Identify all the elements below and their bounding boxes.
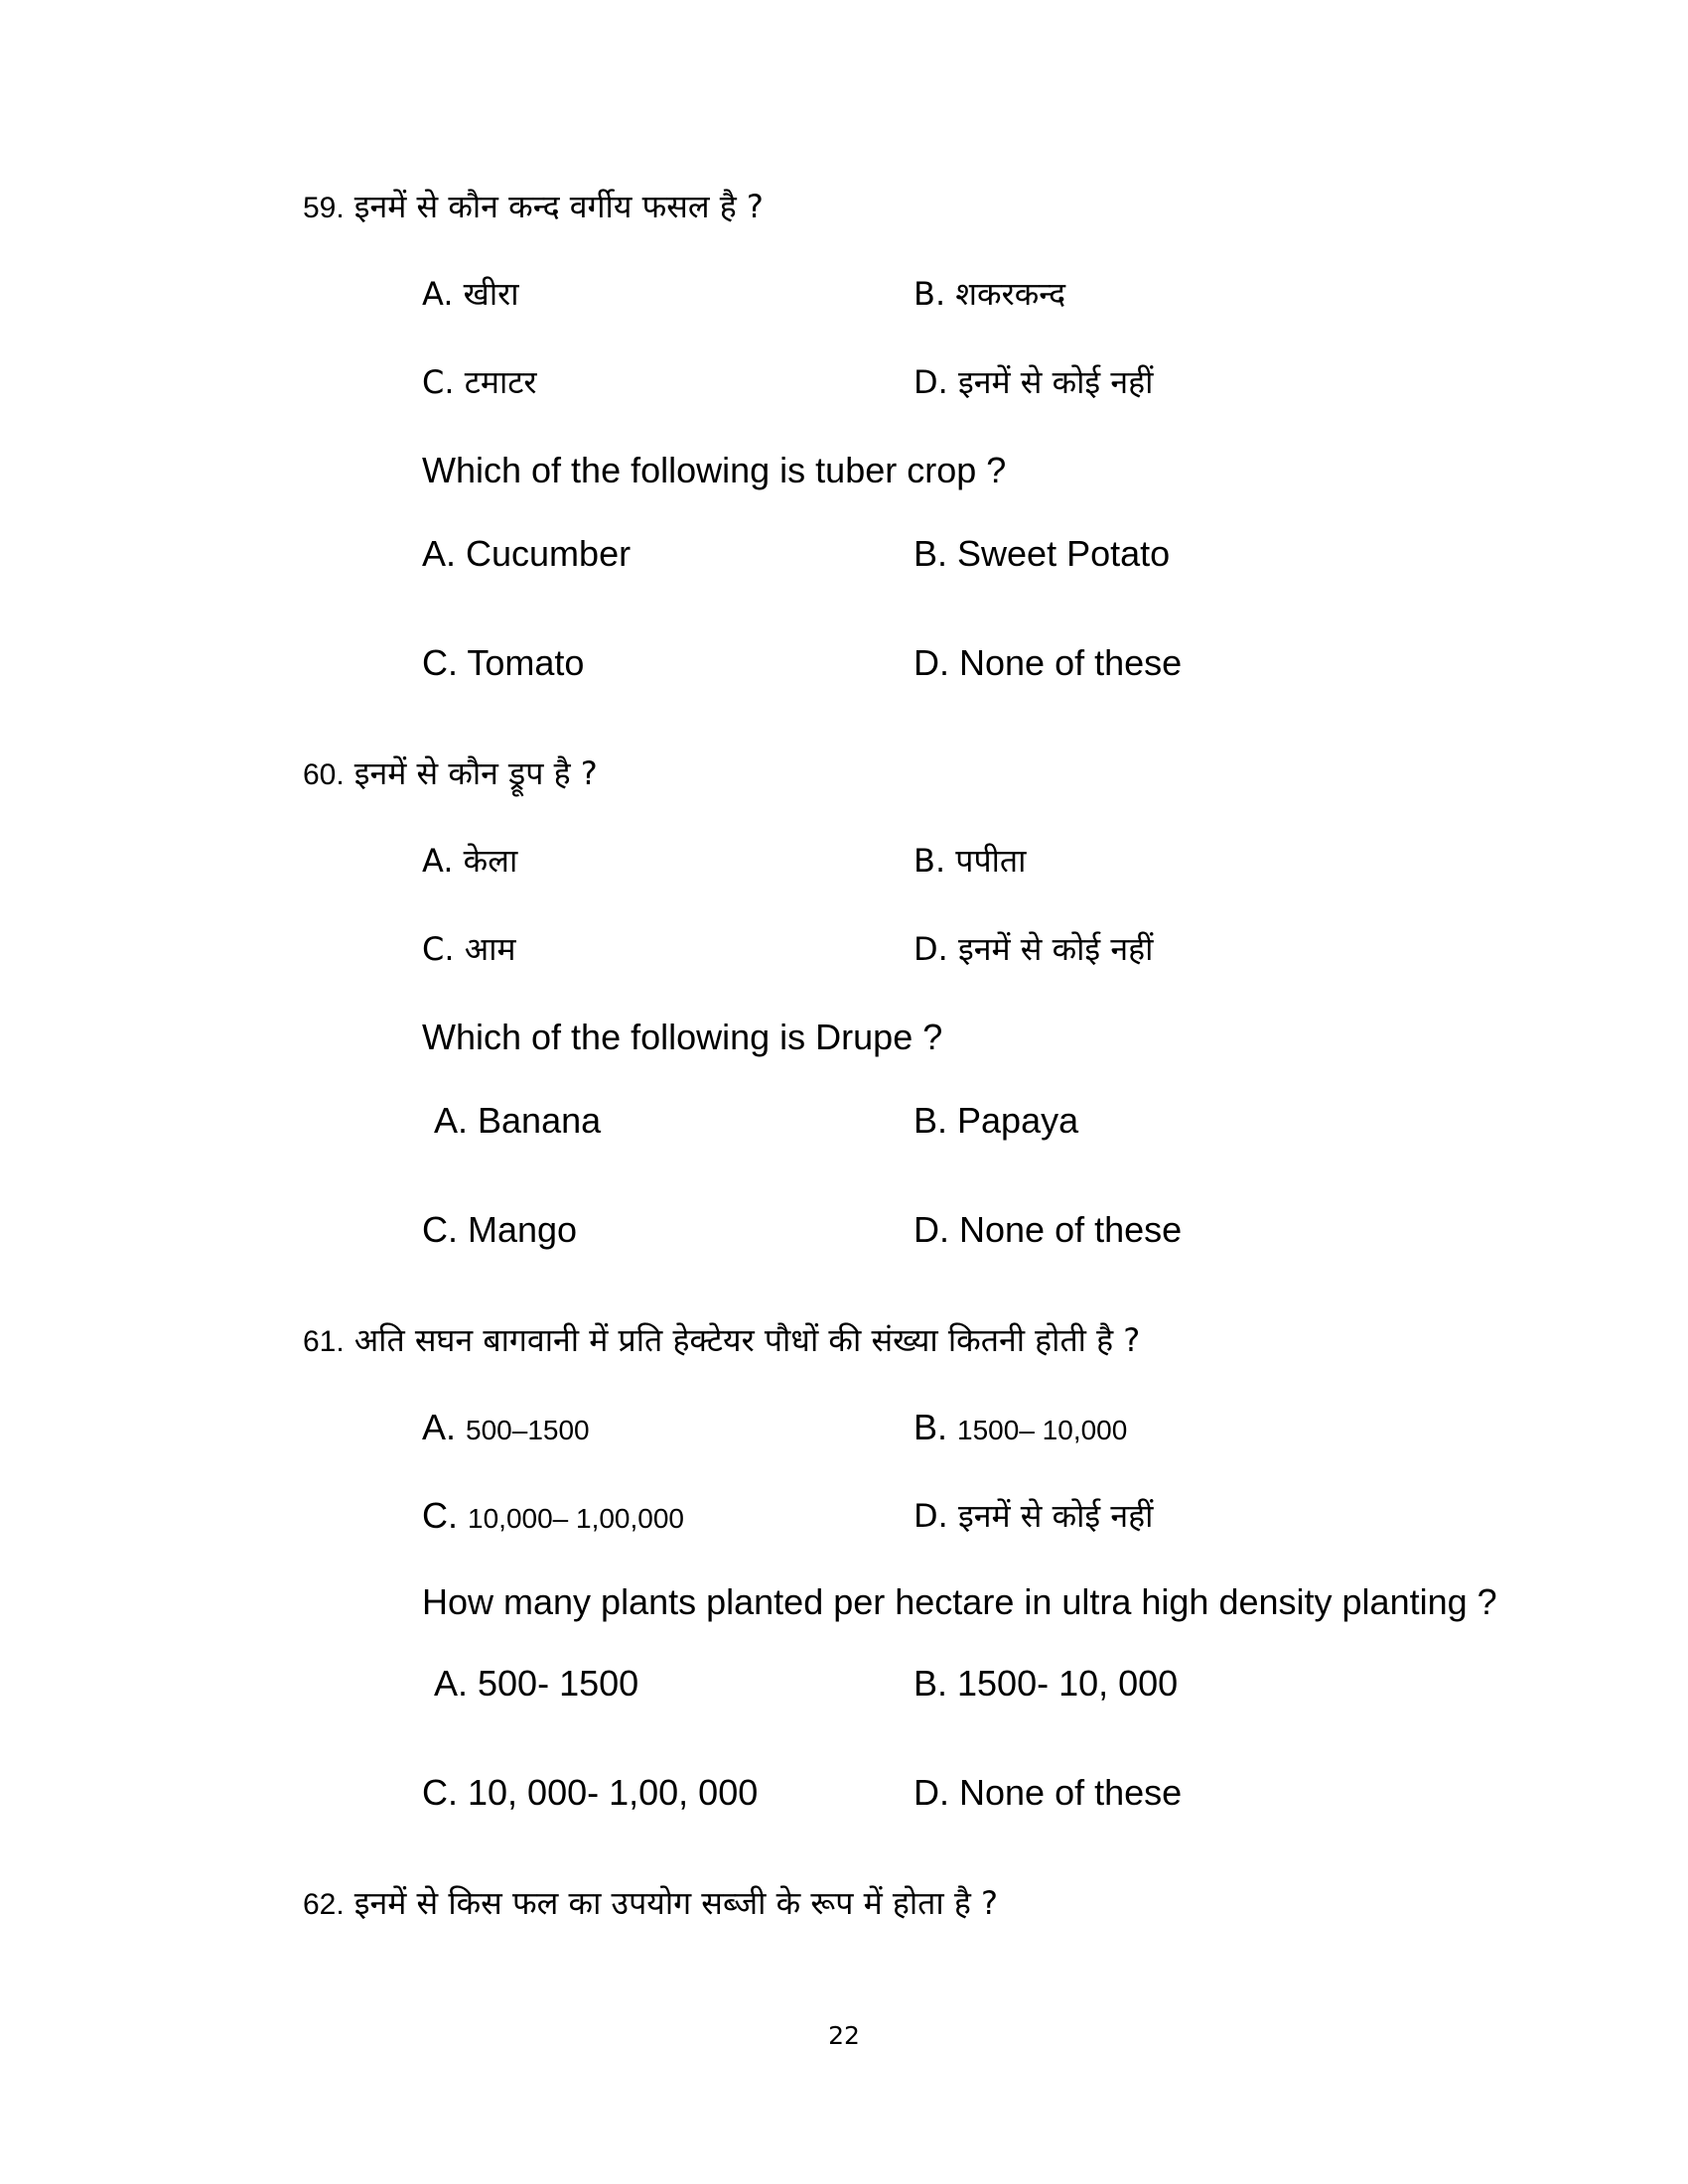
q60-english-option-c: C. Mango	[422, 1209, 578, 1250]
question-59-hindi	[303, 184, 764, 230]
option-letter: C.	[422, 1495, 458, 1536]
q61-hindi-option-d: D. इनमें से कोई नहीं	[914, 1497, 1154, 1535]
question-text: इनमें से कौन ड्रूप है ?	[353, 754, 598, 792]
page-number: 22	[828, 2021, 860, 2050]
option-value: 10,000– 1,00,000	[468, 1503, 684, 1534]
option-value: 500–1500	[466, 1415, 590, 1445]
question-text: इनमें से कौन कन्द वर्गीय फसल है ?	[353, 188, 764, 225]
q61-english-option-b: B. 1500- 10, 000	[914, 1663, 1179, 1704]
q59-english-option-c: C. Tomato	[422, 642, 585, 683]
q59-hindi-option-d: D. इनमें से कोई नहीं	[914, 363, 1154, 401]
question-text: अति सघन बागवानी में प्रति हेक्टेयर पौधों की संख्या कितनी होती है ?	[353, 1321, 1141, 1359]
q59-english-option-a: A. Cucumber	[422, 533, 632, 574]
q60-hindi-option-c: C. आम	[422, 930, 516, 968]
option-letter: A.	[422, 1407, 457, 1447]
q61-hindi-option-c	[422, 1494, 684, 1541]
q60-hindi-option-a: A. केला	[422, 842, 518, 880]
q60-english-option-d: D. None of these	[914, 1209, 1183, 1250]
q60-english-option-b: B. Papaya	[914, 1100, 1079, 1141]
q61-hindi-option-b	[914, 1406, 1127, 1452]
question-61-hindi	[303, 1317, 1140, 1364]
q59-english-option-b: B. Sweet Potato	[914, 533, 1171, 574]
option-letter: B.	[914, 1407, 948, 1447]
question-number: 60.	[303, 758, 345, 791]
q60-hindi-option-d: D. इनमें से कोई नहीं	[914, 930, 1154, 968]
question-text: इनमें से किस फल का उपयोग सब्जी के रूप में होता है ?	[353, 1884, 999, 1922]
q61-english-question: How many plants planted per hectare in ultra high density planting ?	[422, 1581, 1497, 1622]
q61-hindi-option-a	[422, 1406, 590, 1452]
q59-hindi-option-b: B. शकरकन्द	[914, 275, 1066, 313]
q61-english-option-c: C. 10, 000- 1,00, 000	[422, 1772, 759, 1813]
question-number: 59.	[303, 192, 345, 224]
q60-english-option-a: A. Banana	[434, 1100, 602, 1141]
question-60-hindi	[303, 751, 598, 797]
q60-hindi-option-b: B. पपीता	[914, 842, 1027, 880]
q59-english-question: Which of the following is tuber crop ?	[422, 450, 1007, 490]
question-number: 62.	[303, 1888, 345, 1921]
q61-english-option-d: D. None of these	[914, 1772, 1183, 1813]
q60-english-question: Which of the following is Drupe ?	[422, 1017, 943, 1057]
question-62-hindi	[303, 1880, 998, 1927]
q61-english-option-a: A. 500- 1500	[434, 1663, 639, 1704]
q59-hindi-option-a: A. खीरा	[422, 275, 519, 313]
question-number: 61.	[303, 1325, 345, 1358]
q59-english-option-d: D. None of these	[914, 642, 1183, 683]
q59-hindi-option-c: C. टमाटर	[422, 363, 537, 401]
option-value: 1500– 10,000	[957, 1415, 1128, 1445]
